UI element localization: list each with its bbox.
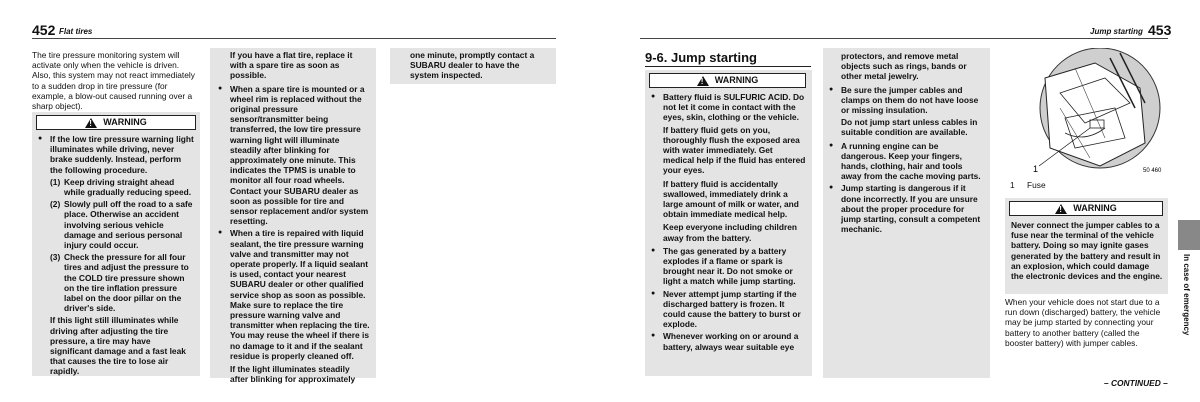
fuse-legend	[1010, 180, 1046, 190]
right-warning-box-2	[1005, 198, 1168, 294]
right-warning-box	[645, 70, 812, 376]
warning-header	[1009, 201, 1163, 216]
fuse-illustration	[1005, 48, 1168, 174]
step-item: (3) Check the pressure for all four tires and adjust the pressure to the COLD tire pressure shown on the tire inflation pressure label on the door pillar on the driver's side.	[50, 252, 189, 314]
fuse-legend-label: Fuse	[1027, 180, 1046, 190]
warning-label: WARNING	[1073, 203, 1117, 214]
warning-icon: !	[85, 118, 97, 128]
section-heading: 9-6. Jump starting	[645, 50, 757, 65]
col2-bullet: ● Jump starting is dangerous if it done incorrectly. If you are unsure about the proper procedure for jump starting, consult a competent mechanic.	[827, 183, 984, 234]
col2-tail: If the light illuminates steadily after blinking for approximately	[230, 364, 356, 385]
warning-para: Keep everyone including children away from the battery.	[663, 222, 798, 243]
heading-rule	[645, 66, 811, 67]
warning2-text: Never connect the jumper cables to a fuse near the terminal of the vehicle battery. Doing so may ignite gases generated by the battery and result in an explosion, which could damage the electronic devices and the engine.	[1011, 220, 1163, 282]
warning-para: If battery fluid is accidentally swallowed, immediately drink a large amount of milk or water, and obtain immediate medical help.	[663, 178, 799, 220]
right-section-title: Jump starting	[1090, 27, 1143, 36]
right-header-rule	[640, 38, 1168, 39]
left-column-3	[390, 48, 556, 84]
warning-header	[36, 115, 196, 130]
chapter-tab-label: In case of emergency	[1182, 254, 1191, 336]
col2-bullet: ● When a tire is repaired with liquid sealant, the tire pressure warning valve and transmitter may not operate properly. If a liquid sealant is used, contact your nearest SUBARU dealer or other qualified service shop as soon as possible. Make sure to replace the tire pressure warning valve and transmitter when replacing the tire. You may reuse the wheel if there is no damage to it and if the sealant residue is properly cleaned off.	[216, 228, 370, 361]
left-section-title: Flat tires	[59, 27, 93, 36]
warning-icon: !	[697, 76, 709, 86]
figure-code: 50 460	[1143, 168, 1162, 174]
jump-start-intro	[1005, 297, 1169, 348]
warning-icon: !	[1055, 204, 1067, 214]
warning-after-text: If this light still illuminates while driving after adjusting the tire pressure, a tire may have significant damage and a fast leak that causes the tire to lose air rapidly.	[50, 315, 186, 377]
step-item: (1) Keep driving straight ahead while gradually reducing speed.	[50, 176, 192, 198]
right-column-2	[823, 48, 990, 378]
warning-bullet: ● Never attempt jump starting if the discharged battery is frozen. It could cause the battery to burst or explode.	[649, 289, 806, 330]
callout-number: 1	[1033, 164, 1039, 174]
fuse-figure	[1005, 48, 1168, 174]
col2-para: protectors, and remove metal objects such as rings, bands or other metal jewelry.	[841, 51, 967, 82]
warning-label: WARNING	[714, 75, 759, 86]
step-item: (2) Slowly pull off the road to a safe place. Otherwise an accident involving serious vehicle damage and serious personal injury could occur.	[50, 199, 193, 251]
left-column-1	[32, 50, 199, 111]
warning-bullet: ● Whenever working on or around a battery, always wear suitable eye	[649, 331, 806, 351]
warning-para: If battery fluid gets on you, thoroughly flush the exposed area with water immediately. Get medical help if the fluid has entered your eyes.	[663, 124, 806, 176]
left-page-number: 452	[32, 22, 56, 38]
fuse-legend-number: 1	[1010, 180, 1015, 190]
warning-label: WARNING	[103, 117, 147, 128]
warning-bullet: ● The gas generated by a battery explodes if a flame or spark is brought near it. Do not smoke or light a match while jump starting.	[649, 246, 806, 287]
warning-header	[649, 73, 806, 88]
col2-lead: If you have a flat tire, replace it with a spare tire as soon as possible.	[230, 50, 353, 81]
right-page-number: 453	[1148, 22, 1172, 38]
left-warning-box	[32, 112, 200, 376]
continued-label: – CONTINUED –	[1104, 378, 1168, 388]
col2-bullet: ● A running engine can be dangerous. Keep your fingers, hands, clothing, hair and tools away from the cache moving parts.	[827, 141, 984, 182]
left-column-2	[210, 48, 376, 385]
col3-text: one minute, promptly contact a SUBARU dealer to have the system inspected.	[410, 50, 535, 81]
chapter-tab-marker	[1178, 220, 1200, 250]
col2-bullet: ● Be sure the jumper cables and clamps on them do not have loose or missing insulation.	[827, 85, 984, 116]
col2-para: Do not jump start unless cables in suitable condition are available.	[841, 117, 978, 138]
warning-bullet: ● Battery fluid is SULFURIC ACID. Do not let it come in contact with the eyes, skin, clothing or the vehicle.	[649, 92, 806, 123]
jump-start-body: When your vehicle does not start due to a run down (discharged) battery, the vehicle may be jump started by connecting your battery to another battery (called the booster battery) with jumper cables.	[1005, 297, 1161, 348]
col2-bullet: ● When a spare tire is mounted or a wheel rim is replaced without the original pressure sensor/transmitter being transferred, the low tire pressure warning light will illuminate steadily after blinking for approximately one minute. This indicates the TPMS is unable to monitor all four road wheels. Contact your SUBARU dealer as soon as possible for tire and sensor replacement and/or system resetting.	[216, 84, 370, 227]
warning-bullet: ● If the low tire pressure warning light illuminates while driving, never brake suddenly. Instead, perform the following procedure. (1) Keep driving straight ahead while gradually reducing speed. (2) Slowly pull off the road to a safe place. Otherwise an accident involving serious vehicle damage and serious personal injury could occur. (3) Check the pressure for all four tires and adjust the pressure to the COLD tire pressure shown on the tire inflation pressure label on the door pillar on the driver's side. If this light still illuminates while driving after adjusting the tire pressure, a tire may have significant damage and a fast leak that causes the tire to lose air rapidly.	[36, 134, 194, 377]
tpms-intro: The tire pressure monitoring system will activate only when the vehicle is driven. Also, this system may not react immediately to a sudden drop in tire pressure (for example, a blow-out caused running over a sharp object).	[32, 50, 195, 112]
left-header-rule	[32, 38, 556, 39]
